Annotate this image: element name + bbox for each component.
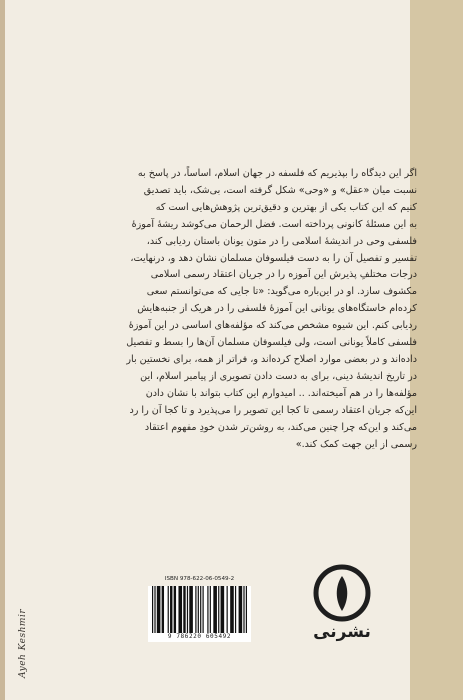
- barcode-bar: [154, 586, 155, 633]
- barcode-bar: [213, 586, 217, 633]
- barcode-bar: [230, 586, 234, 633]
- designer-signature: Ayeh Keshmir: [18, 608, 28, 678]
- publisher-name: نشرنی: [313, 622, 371, 642]
- barcode-bar: [246, 586, 247, 633]
- barcode-bars: [152, 586, 247, 633]
- blurb-text: اگر این دیدگاه را بپذیریم که فلسفه در جهان اسلام، اساساً، در پاسخ به نسبت میان «عقل» و «وحی» شکل گرفته است، بی‌شک، باید تصدیق کنیم که این کتاب یکی از بهترین و دقیق‌ترین پژوهش‌هایی است که به این مسئلهٔ کانونی پرداخته است. فضل الرحمان می‌کوشد ریشهٔ آموزهٔ فلسفی وحی در اندیشهٔ اسلامی را در متون یونان باستان ردیابی کند، تفسیر و تفصیل آن را به دست فیلسوفان مسلمان نشان دهد و، درنهایت، درجات مختلفِ پذیرش این آموزه را در جریان اعتقاد رسمی اسلامی مکشوف سازد. او در این‌باره می‌گوید: «تا جایی که می‌توانستم سعی کرده‌ام خاستگاه‌های یونانی این آموزهٔ فلسفی را در هریک از جنبه‌هایش ردیابی کنم. این شیوه مشخص می‌کند که مؤلفه‌های اساسی در این آموزهٔ فلسفی کاملاً یونانی است، ولی فیلسوفان مسلمان آن‌ها را بسط و تفصیل داده‌اند و در بعضی موارد اصلاح کرده‌اند و، فراتر از همه، برای نخستین بار در تاریخ اندیشهٔ دینی، برای به دست دادن تصویری از پیامبر اسلام، این مؤلفه‌ها را در هم آمیخته‌اند. .. امیدوارم این کتاب بتواند با نشان دادن این‌که جریان اعتقاد رسمی تا کجا این تصویر را می‌پذیرد و تا کجا آن را رد می‌کند و این‌که چرا چنین می‌کند، به روشن‌تر شدن خودِ مفهوم اعتقاد رسمی از این جهت کمک کند.»: [126, 168, 417, 450]
- barcode-bar: [243, 586, 244, 633]
- barcode-bar: [162, 586, 164, 633]
- barcode-bar: [227, 586, 228, 633]
- barcode-bar: [198, 586, 199, 633]
- barcode-bar: [178, 586, 182, 633]
- barcode-bar: [207, 586, 208, 633]
- barcode-digits: 9 786220 605492: [167, 633, 232, 640]
- barcode-bar: [218, 586, 219, 633]
- nashr-e-ney-logo-icon: [313, 564, 371, 622]
- barcode-bar: [221, 586, 225, 633]
- barcode-bar: [203, 586, 204, 633]
- barcode-bar: [170, 586, 172, 633]
- barcode-bar: [195, 586, 196, 633]
- spine-band: [410, 0, 463, 700]
- barcode-bar: [189, 586, 193, 633]
- barcode-bar: [183, 586, 185, 633]
- barcode-bar: [174, 586, 176, 633]
- isbn-label: ISBN 978-622-06-0549-2: [164, 576, 235, 582]
- barcode-bar: [157, 586, 161, 633]
- barcode-bar: [168, 586, 169, 633]
- isbn-barcode: [148, 576, 251, 642]
- barcode-bar: [152, 586, 153, 633]
- barcode-bar: [187, 586, 188, 633]
- barcode-bar: [239, 586, 243, 633]
- barcode-bar: [210, 586, 211, 633]
- barcode-bar: [200, 586, 201, 633]
- left-edge-stripe: [0, 0, 5, 700]
- barcode-bar: [235, 586, 236, 633]
